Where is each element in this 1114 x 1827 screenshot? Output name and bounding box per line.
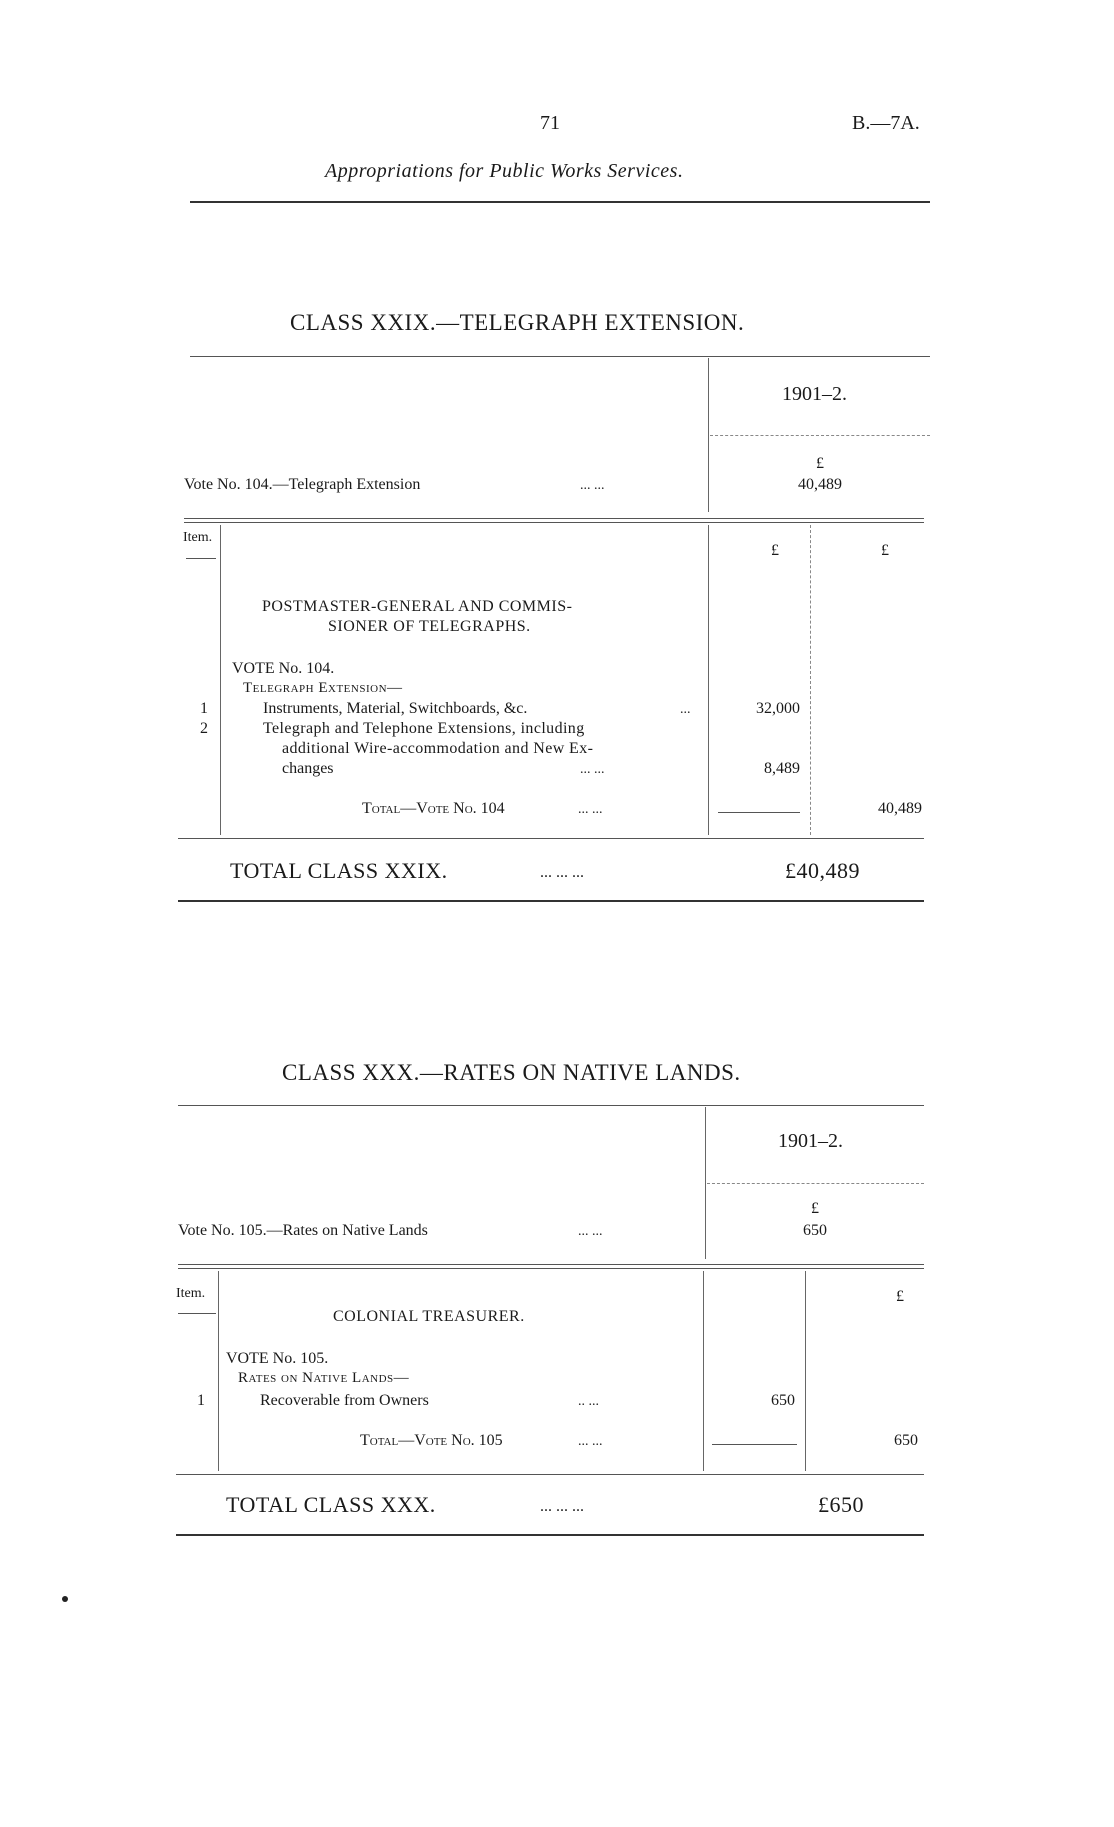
vote-line-dots: ... ... bbox=[580, 478, 605, 493]
total-vote-amount: 40,489 bbox=[878, 800, 922, 817]
class-xxx-title: CLASS XXX.—RATES ON NATIVE LANDS. bbox=[282, 1060, 741, 1085]
total-vote-label: Total—Vote No. 105 bbox=[360, 1432, 503, 1449]
item-number: 2 bbox=[200, 720, 208, 737]
department-heading-cont: SIONER OF TELEGRAPHS. bbox=[328, 618, 531, 635]
item-column-divider bbox=[220, 525, 221, 835]
item-amount: 8,489 bbox=[764, 760, 800, 777]
item-header-rule bbox=[178, 1313, 216, 1314]
item-header: Item. bbox=[183, 530, 213, 545]
subhead: Rates on Native Lands— bbox=[238, 1370, 410, 1386]
total-class-amount: £650 bbox=[818, 1492, 864, 1517]
class-xxx-vote-amount: 650 bbox=[803, 1222, 827, 1239]
summary-rule-2 bbox=[184, 522, 924, 523]
item-header: Item. bbox=[176, 1286, 206, 1301]
total-class-label: TOTAL CLASS XXX. bbox=[226, 1492, 436, 1517]
item-number: 1 bbox=[200, 700, 208, 717]
summary-currency: £ bbox=[816, 455, 824, 472]
total-vote-amount: 650 bbox=[894, 1432, 918, 1449]
item-dots: ... ... bbox=[580, 762, 605, 777]
item-dots: .. ... bbox=[578, 1394, 599, 1409]
department-heading: COLONIAL TREASURER. bbox=[333, 1308, 525, 1325]
amount-column-divider-1 bbox=[703, 1271, 704, 1471]
total-vote-dots: ... ... bbox=[578, 1434, 603, 1449]
scan-speck bbox=[62, 1596, 68, 1602]
class-xxix-year: 1901–2. bbox=[782, 383, 847, 405]
item-description-cont: additional Wire-accommodation and New Ex- bbox=[282, 740, 594, 757]
page-title: Appropriations for Public Works Services. bbox=[325, 160, 684, 182]
item-amount: 650 bbox=[771, 1392, 795, 1409]
item-description-cont: changes bbox=[282, 760, 334, 777]
class-xxx-year: 1901–2. bbox=[778, 1130, 843, 1152]
summary-currency: £ bbox=[811, 1200, 819, 1217]
summary-rule-1 bbox=[178, 1264, 924, 1265]
amount-column-divider-2 bbox=[805, 1271, 806, 1471]
total-class-dots: ... ... ... bbox=[540, 1498, 584, 1515]
header-rule bbox=[190, 201, 930, 203]
summary-rule-1 bbox=[184, 518, 924, 519]
total-class-dots: ... ... ... bbox=[540, 864, 584, 881]
total-class-amount: £40,489 bbox=[785, 858, 860, 883]
class-xxx-title-rule bbox=[178, 1105, 924, 1106]
item-description: Recoverable from Owners bbox=[260, 1392, 429, 1409]
table-bottom-rule bbox=[176, 1474, 924, 1475]
item-column-divider bbox=[218, 1271, 219, 1471]
item-header-rule bbox=[186, 558, 216, 559]
class-xxix-vote-amount: 40,489 bbox=[798, 476, 842, 493]
item-number: 1 bbox=[197, 1392, 205, 1409]
class-xxix-title-rule bbox=[190, 356, 930, 357]
subtotal-rule bbox=[718, 812, 800, 813]
page-number: 71 bbox=[540, 112, 560, 134]
vote-label: VOTE No. 104. bbox=[232, 660, 335, 677]
table-bottom-rule bbox=[178, 838, 924, 839]
total-vote-dots: ... ... bbox=[578, 802, 603, 817]
class-xxx-vote-line: Vote No. 105.—Rates on Native Lands bbox=[178, 1222, 428, 1239]
class-xxix-title: CLASS XXIX.—TELEGRAPH EXTENSION. bbox=[290, 310, 745, 335]
col2-currency: £ bbox=[881, 542, 889, 559]
amount-column-divider-1 bbox=[708, 525, 709, 835]
subtotal-rule bbox=[712, 1444, 797, 1445]
summary-divider bbox=[705, 1107, 706, 1259]
class-xxx-end-rule bbox=[176, 1534, 924, 1536]
document-reference: B.—7A. bbox=[852, 112, 920, 134]
summary-divider bbox=[708, 358, 709, 512]
summary-rule-2 bbox=[178, 1268, 924, 1269]
col1-currency: £ bbox=[771, 542, 779, 559]
class-xxix-end-rule bbox=[178, 900, 924, 902]
item-dots: ... bbox=[680, 702, 691, 717]
subhead: Telegraph Extension— bbox=[243, 680, 403, 696]
col2-currency: £ bbox=[896, 1288, 904, 1305]
item-amount: 32,000 bbox=[756, 700, 800, 717]
amount-column-divider-2 bbox=[810, 525, 811, 835]
department-heading: POSTMASTER-GENERAL AND COMMIS- bbox=[262, 598, 573, 615]
total-class-label: TOTAL CLASS XXIX. bbox=[230, 858, 448, 883]
class-xxix-vote-line: Vote No. 104.—Telegraph Extension bbox=[184, 476, 421, 493]
year-rule bbox=[707, 1183, 924, 1184]
item-description: Telegraph and Telephone Extensions, including bbox=[263, 720, 585, 737]
year-rule bbox=[710, 435, 930, 436]
total-vote-label: Total—Vote No. 104 bbox=[362, 800, 505, 817]
vote-line-dots: ... ... bbox=[578, 1224, 603, 1239]
item-description: Instruments, Material, Switchboards, &c. bbox=[263, 700, 528, 717]
vote-label: VOTE No. 105. bbox=[226, 1350, 329, 1367]
